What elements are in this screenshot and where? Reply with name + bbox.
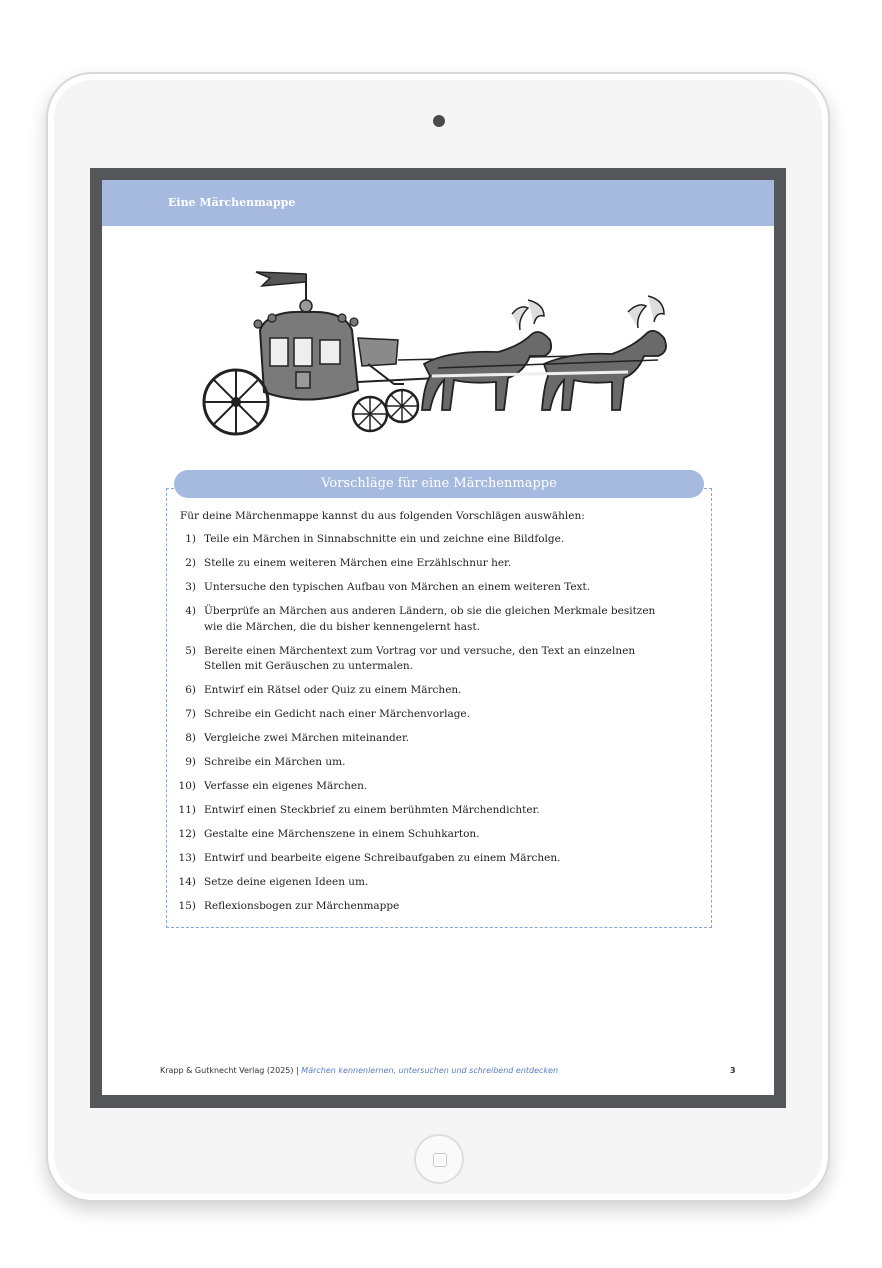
list-item: [174, 556, 674, 572]
item-number: 5): [185, 644, 196, 657]
item-number: 10): [178, 780, 196, 792]
item-text: Gestalte eine Märchenszene in einem Schuhkarton.: [204, 828, 480, 840]
item-number: 1): [185, 533, 196, 545]
screen-bezel: [90, 168, 786, 1108]
list-item: [174, 731, 674, 747]
document-page[interactable]: [102, 180, 774, 1095]
footer-publisher: Krapp & Gutknecht Verlag (2025) |: [160, 1066, 302, 1075]
list-item: [174, 899, 674, 915]
page-number: 3: [730, 1066, 736, 1075]
item-text: Stelle zu einem weiteren Märchen eine Erzählschnur her.: [204, 557, 512, 569]
item-number: 15): [178, 900, 196, 912]
item-text: Verfasse ein eigenes Märchen.: [204, 780, 368, 792]
item-number: 9): [185, 756, 196, 768]
item-text: Setze deine eigenen Ideen um.: [204, 876, 369, 888]
box-title: Vorschläge für eine Märchenmappe: [174, 470, 704, 498]
item-text: Bereite einen Märchentext zum Vortrag vor und versuche, den Text an einzelnen Stellen mit Geräuschen zu untermalen.: [204, 644, 636, 672]
list-item: [174, 683, 674, 699]
camera-icon: [433, 115, 445, 127]
page-title: Eine Märchenmappe: [168, 196, 296, 209]
item-number: 12): [178, 828, 196, 840]
item-number: 2): [185, 557, 196, 569]
intro-text: Für deine Märchenmappe kannst du aus folgenden Vorschlägen auswählen:: [180, 510, 585, 522]
list-item: [174, 779, 674, 795]
list-item: [174, 755, 674, 771]
list-item: [174, 707, 674, 723]
tablet-device: [46, 72, 830, 1202]
item-text: Entwirf ein Rätsel oder Quiz zu einem Märchen.: [204, 684, 462, 696]
list-item: [174, 580, 674, 596]
item-number: 11): [178, 804, 196, 816]
item-text: Vergleiche zwei Märchen miteinander.: [204, 732, 410, 744]
item-number: 13): [178, 852, 196, 864]
list-item: [174, 851, 674, 867]
footer-book-title[interactable]: Märchen kennenlernen, untersuchen und schreibend entdecken: [301, 1066, 559, 1075]
item-number: 8): [185, 732, 196, 744]
list-item: [174, 803, 674, 819]
item-text: Teile ein Märchen in Sinnabschnitte ein und zeichne eine Bildfolge.: [204, 533, 565, 545]
item-text: Überprüfe an Märchen aus anderen Ländern, ob sie die gleichen Merkmale besitzen wie die Märchen, die du bisher kennengelernt hast.: [204, 605, 656, 633]
item-number: 3): [185, 581, 196, 593]
list-item: [174, 875, 674, 891]
list-item: [174, 604, 674, 635]
item-text: Untersuche den typischen Aufbau von Märchen an einem weiteren Text.: [204, 581, 591, 593]
footer-credit: [160, 1066, 558, 1075]
item-text: Entwirf und bearbeite eigene Schreibaufgaben zu einem Märchen.: [204, 852, 561, 864]
item-text: Entwirf einen Steckbrief zu einem berühmten Märchendichter.: [204, 804, 540, 816]
home-square-icon: [433, 1153, 447, 1167]
list-item: [174, 644, 674, 675]
item-text: Schreibe ein Märchen um.: [204, 756, 346, 768]
carriage-with-horses-illustration: [198, 260, 688, 440]
header-band: [102, 180, 774, 226]
list-item: [174, 532, 674, 548]
item-number: 14): [178, 876, 196, 888]
item-text: Schreibe ein Gedicht nach einer Märchenvorlage.: [204, 708, 470, 720]
home-button[interactable]: [414, 1134, 464, 1184]
item-number: 7): [185, 708, 196, 720]
list-item: [174, 827, 674, 843]
item-number: 6): [185, 684, 196, 696]
item-number: 4): [185, 605, 196, 617]
suggestions-list: [174, 532, 674, 923]
item-text: Reflexionsbogen zur Märchenmappe: [204, 900, 400, 912]
